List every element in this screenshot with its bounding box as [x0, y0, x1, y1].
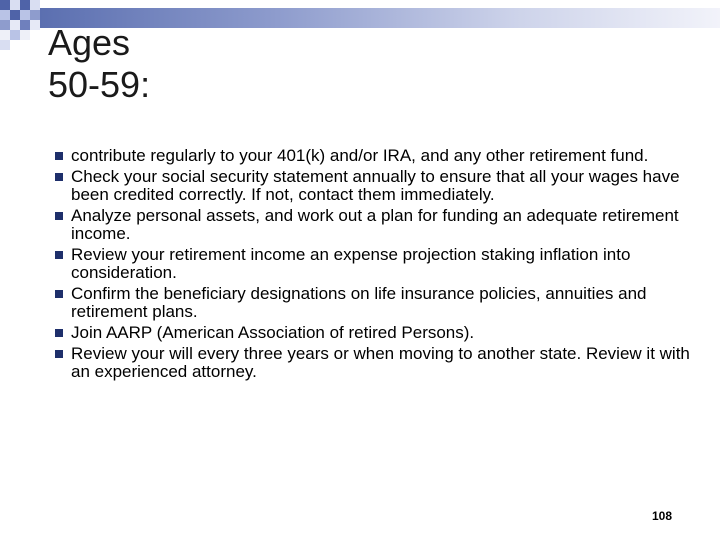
bullet-text: Join AARP (American Association of retired Persons). [71, 323, 475, 342]
list-item [48, 168, 698, 204]
slide-title-line: Ages [48, 22, 131, 63]
square-bullet-icon [55, 290, 63, 298]
bullet-text: Check your social security statement annually to ensure that all your wages have been credited correctly. If not, contact them immediately. [71, 167, 680, 204]
square-bullet-icon [55, 152, 63, 160]
bullet-text: contribute regularly to your 401(k) and/or IRA, and any other retirement fund. [71, 146, 649, 165]
bullet-text: Analyze personal assets, and work out a plan for funding an adequate retirement income. [71, 206, 679, 243]
square-bullet-icon [55, 350, 63, 358]
list-item [48, 207, 698, 243]
square-bullet-icon [55, 173, 63, 181]
list-item [48, 345, 698, 381]
bullet-text: Review your will every three years or when moving to another state. Review it with an experienced attorney. [71, 344, 690, 381]
page-number: 108 [652, 509, 673, 523]
list-item [48, 147, 698, 165]
bullet-list [48, 147, 698, 384]
bullet-text: Review your retirement income an expense projection staking inflation into consideration. [71, 245, 631, 282]
decorative-checker-pattern [0, 0, 40, 50]
slide-title-line: 50-59: [48, 64, 151, 105]
list-item [48, 324, 698, 342]
bullet-text: Confirm the beneficiary designations on life insurance policies, annuities and retirement plans. [71, 284, 647, 321]
square-bullet-icon [55, 251, 63, 259]
slide-title [48, 22, 150, 106]
square-bullet-icon [55, 212, 63, 220]
list-item [48, 285, 698, 321]
list-item [48, 246, 698, 282]
square-bullet-icon [55, 329, 63, 337]
